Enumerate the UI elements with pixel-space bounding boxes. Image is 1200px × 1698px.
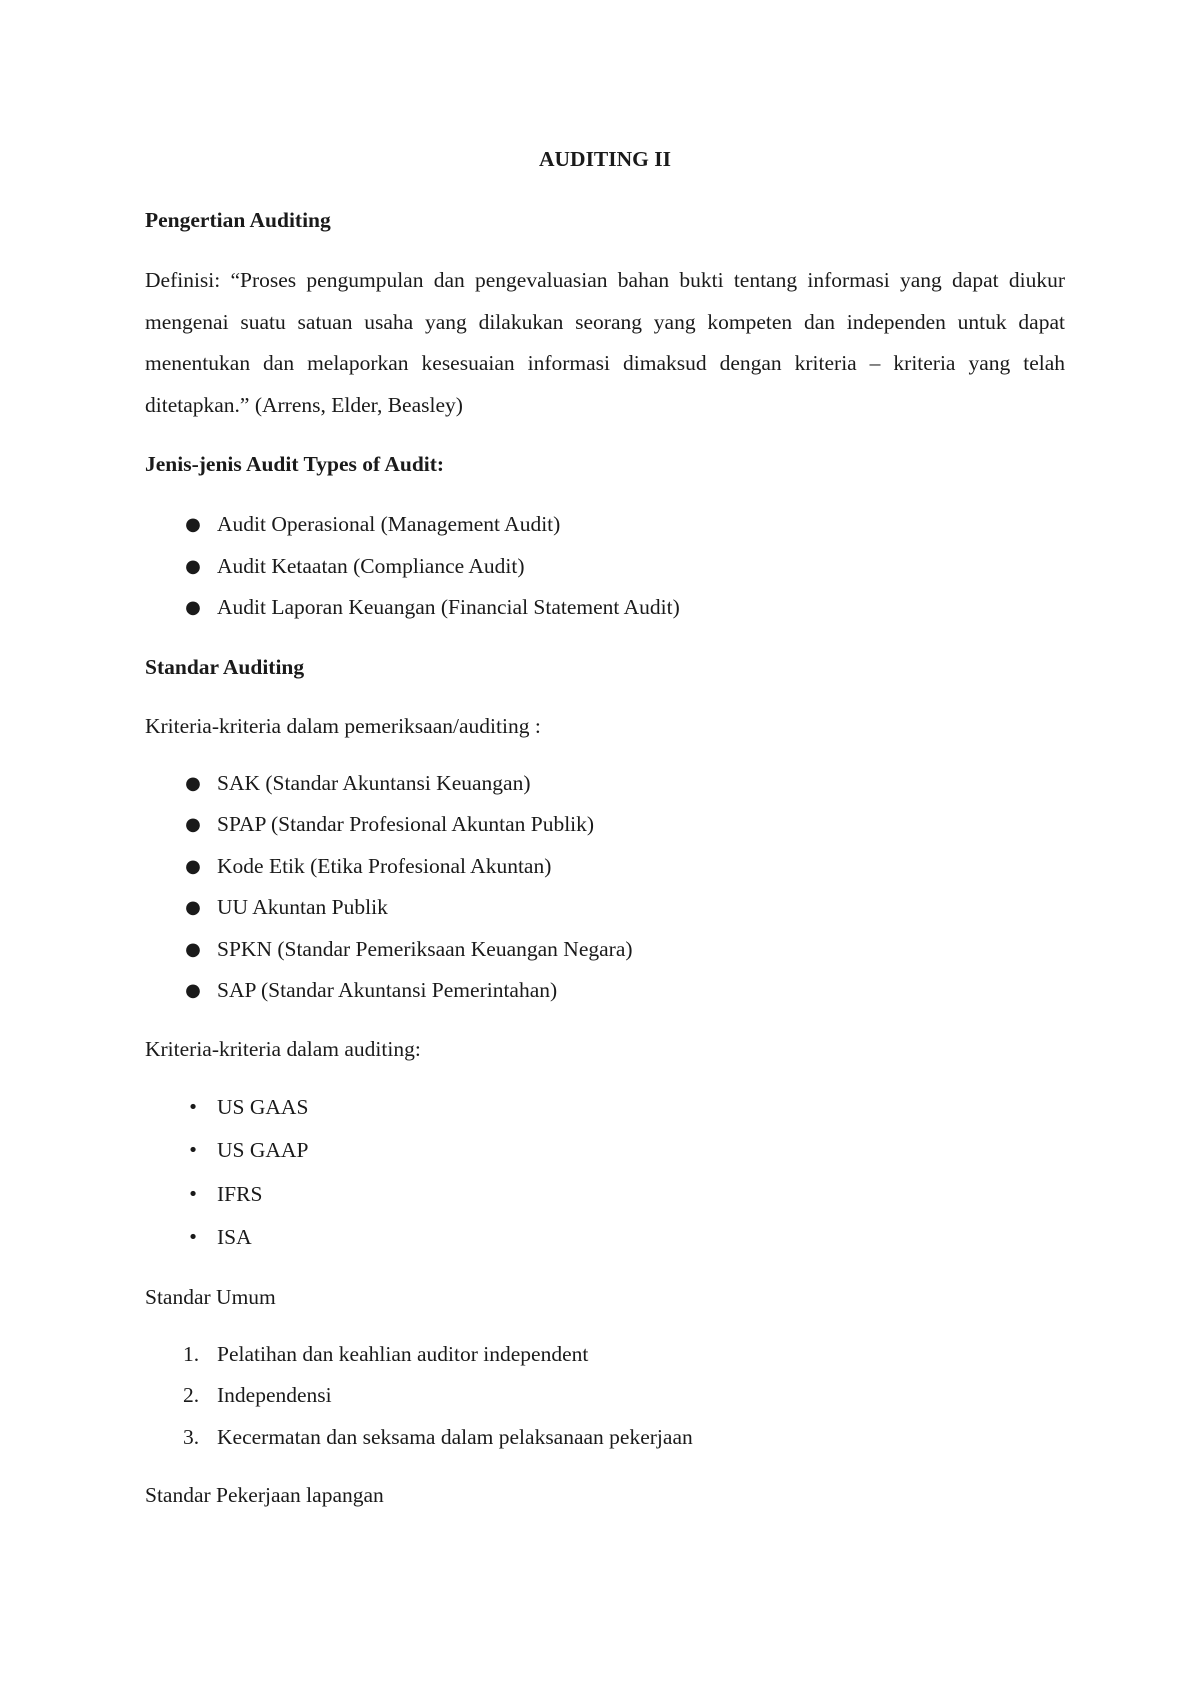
standar-umum-title: Standar Umum [145, 1284, 276, 1309]
list-item [145, 546, 1065, 588]
standar-umum-list [145, 1334, 1065, 1459]
bullet-icon: ● [185, 814, 201, 835]
list-item [145, 1129, 1065, 1173]
document-page [145, 140, 1065, 1532]
bullet-icon: ● [185, 897, 201, 918]
list-item-text: Pelatihan dan keahlian auditor independent [217, 1341, 589, 1366]
list-number: 2. [183, 1383, 200, 1407]
list-item [145, 1375, 1065, 1417]
list-item-text: Kode Etik (Etika Profesional Akuntan) [217, 853, 552, 878]
bullet-icon: ● [185, 514, 201, 535]
section-heading-standar-auditing: Standar Auditing [145, 654, 305, 679]
list-item [145, 1417, 1065, 1459]
bullet-icon: ● [185, 555, 201, 577]
bullet-icon: • [187, 1096, 199, 1118]
list-item-text: Audit Laporan Keuangan (Financial Statement Audit) [217, 595, 680, 619]
criteria-list-auditing [145, 1086, 1065, 1260]
section-heading-jenis-audit: Jenis-jenis Audit Types of Audit: [145, 452, 445, 476]
list-item-text: US GAAS [217, 1094, 309, 1119]
document-title: AUDITING II [538, 147, 671, 171]
standar-pekerjaan-lapangan-title: Standar Pekerjaan lapangan [145, 1483, 384, 1507]
bullet-icon: ● [185, 980, 201, 1001]
list-item [145, 1334, 1065, 1376]
list-item [145, 1086, 1065, 1130]
list-item-text: Kecermatan dan seksama dalam pelaksanaan pekerjaan [217, 1424, 693, 1449]
audit-types-list [145, 504, 1065, 629]
criteria-intro-pemeriksaan: Kriteria-kriteria dalam pemeriksaan/auditing : [145, 713, 541, 738]
bullet-icon: • [187, 1140, 199, 1161]
bullet-icon: ● [185, 855, 201, 877]
criteria-intro-auditing: Kriteria-kriteria dalam auditing: [145, 1036, 421, 1061]
list-item [145, 970, 1065, 1012]
list-item-text: SPAP (Standar Profesional Akuntan Publik) [217, 812, 595, 836]
list-item-text: SAP (Standar Akuntansi Pemerintahan) [217, 978, 558, 1002]
list-item [145, 929, 1065, 971]
list-item-text: ISA [217, 1225, 252, 1249]
list-item [145, 1216, 1065, 1260]
list-item-text: SPKN (Standar Pemeriksaan Keuangan Negara) [217, 936, 633, 961]
criteria-list-pemeriksaan [145, 763, 1065, 1012]
list-number: 3. [183, 1424, 200, 1449]
bullet-icon: ● [185, 772, 201, 794]
bullet-icon: ● [185, 597, 201, 618]
list-number: 1. [183, 1341, 200, 1366]
list-item [145, 587, 1065, 629]
section-heading-pengertian: Pengertian Auditing [145, 208, 331, 232]
list-item [145, 504, 1065, 546]
list-item [145, 1173, 1065, 1217]
list-item [145, 887, 1065, 929]
list-item [145, 804, 1065, 846]
definition-paragraph: Definisi: “Proses pengumpulan dan pengevaluasian bahan bukti tentang informasi yang dapat diukur mengenai suatu satuan usaha yang dilakukan seorang yang kompeten dan independen untuk dapat menentukan dan melaporkan kesesuaian informasi dimaksud dengan kriteria – kriteria yang telah ditetapkan.” (Arrens, Elder, Beasley) [145, 268, 1065, 417]
list-item-text: Audit Ketaatan (Compliance Audit) [217, 553, 525, 578]
list-item-text: Audit Operasional (Management Audit) [217, 512, 561, 536]
list-item [145, 846, 1065, 888]
list-item-text: UU Akuntan Publik [217, 895, 388, 919]
list-item-text: US GAAP [217, 1138, 309, 1162]
list-item-text: SAK (Standar Akuntansi Keuangan) [217, 770, 531, 795]
bullet-icon: • [187, 1183, 199, 1205]
list-item-text: IFRS [217, 1181, 263, 1206]
bullet-icon: ● [185, 938, 201, 960]
list-item [145, 763, 1065, 805]
list-item-text: Independensi [217, 1383, 332, 1407]
bullet-icon: • [187, 1227, 199, 1248]
